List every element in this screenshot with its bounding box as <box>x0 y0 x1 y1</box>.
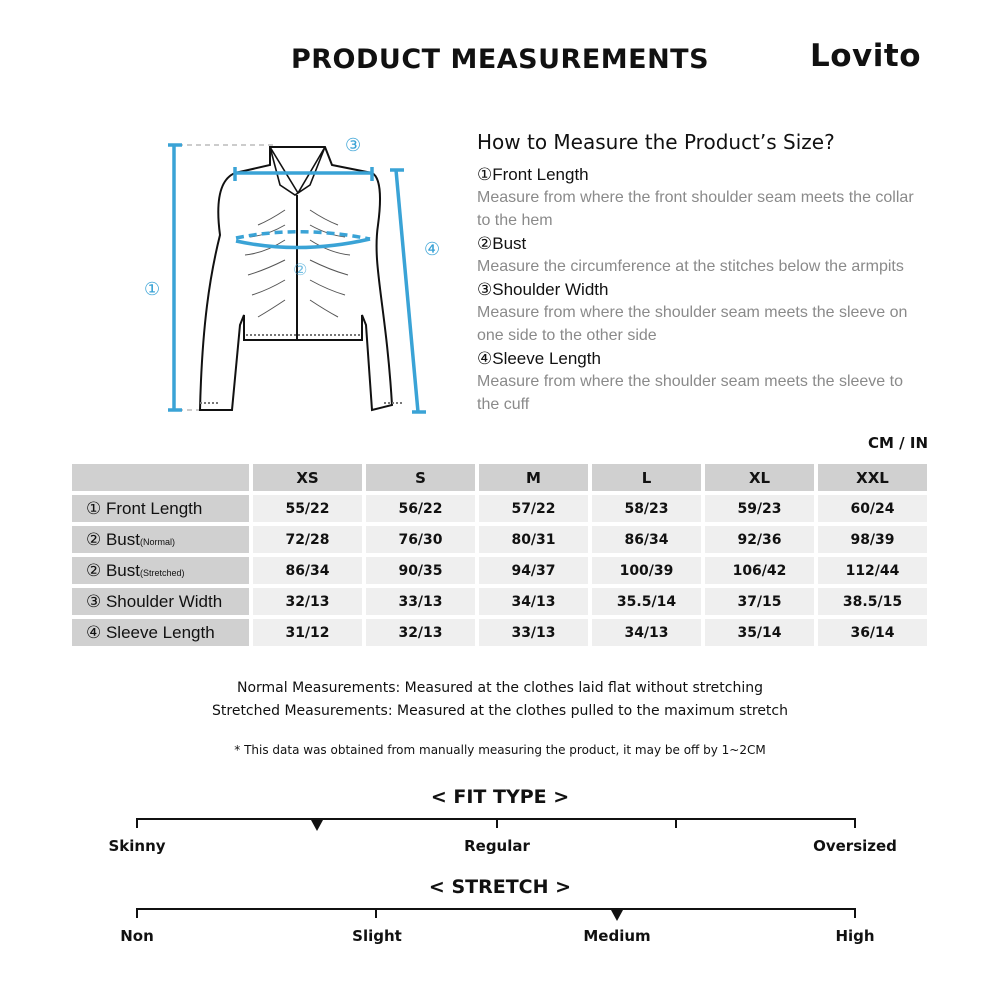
table-cell: 72/28 <box>253 526 362 553</box>
table-row <box>72 495 927 522</box>
fit-type-tick <box>854 818 856 828</box>
table-row <box>72 588 927 615</box>
table-cell: 57/22 <box>479 495 588 522</box>
stretch-label-high: High <box>835 927 875 945</box>
stretch-label-slight: Slight <box>352 927 402 945</box>
table-corner <box>72 464 249 491</box>
row-label: ② Bust(Normal) <box>72 526 249 553</box>
disclaimer-note: * This data was obtained from manually measuring the product, it may be off by 1~2CM <box>234 743 766 757</box>
table-cell: 112/44 <box>818 557 927 584</box>
table-cell: 32/13 <box>253 588 362 615</box>
guide-item-head: ③Shoulder Width <box>477 280 609 299</box>
size-header-row <box>72 464 927 491</box>
svg-text:④: ④ <box>424 239 441 260</box>
stretch-label-medium: Medium <box>583 927 651 945</box>
table-cell: 92/36 <box>705 526 814 553</box>
size-header: L <box>592 464 701 491</box>
fit-type-marker-icon <box>311 820 323 831</box>
table-cell: 35.5/14 <box>592 588 701 615</box>
guide-item-shoulder-width <box>477 278 917 347</box>
table-row <box>72 526 927 553</box>
fit-label-regular: Regular <box>464 837 530 855</box>
size-table <box>68 460 931 650</box>
table-cell: 59/23 <box>705 495 814 522</box>
table-cell: 31/12 <box>253 619 362 646</box>
row-label: ② Bust(Stretched) <box>72 557 249 584</box>
row-label: ① Front Length <box>72 495 249 522</box>
guide-item-head: ①Front Length <box>477 165 589 184</box>
table-cell: 33/13 <box>479 619 588 646</box>
stretch-marker-icon <box>611 910 623 921</box>
guide-item-head: ④Sleeve Length <box>477 349 601 368</box>
table-cell: 86/34 <box>592 526 701 553</box>
guide-item-desc: Measure the circumference at the stitches below the armpits <box>477 258 904 275</box>
stretch-tick <box>375 908 377 918</box>
measure-guide-title: How to Measure the Product’s Size? <box>477 130 835 154</box>
guide-item-front-length <box>477 163 917 232</box>
table-row <box>72 619 927 646</box>
row-label: ③ Shoulder Width <box>72 588 249 615</box>
table-cell: 34/13 <box>479 588 588 615</box>
stretch-tick <box>136 908 138 918</box>
table-cell: 37/15 <box>705 588 814 615</box>
unit-label: CM / IN <box>868 434 928 452</box>
stretch-label-non: Non <box>120 927 154 945</box>
table-cell: 90/35 <box>366 557 475 584</box>
stretch-axis <box>136 908 856 910</box>
table-cell: 55/22 <box>253 495 362 522</box>
brand-logo: Lovito <box>810 38 922 74</box>
table-cell: 58/23 <box>592 495 701 522</box>
table-cell: 33/13 <box>366 588 475 615</box>
table-cell: 36/14 <box>818 619 927 646</box>
table-cell: 38.5/15 <box>818 588 927 615</box>
size-header: S <box>366 464 475 491</box>
table-cell: 94/37 <box>479 557 588 584</box>
guide-item-sleeve-length <box>477 347 917 416</box>
table-cell: 76/30 <box>366 526 475 553</box>
guide-item-desc: Measure from where the shoulder seam meets the sleeve on one side to the other side <box>477 304 908 344</box>
svg-text:②: ② <box>293 260 308 279</box>
table-cell: 35/14 <box>705 619 814 646</box>
size-header: XS <box>253 464 362 491</box>
size-header: M <box>479 464 588 491</box>
row-label: ④ Sleeve Length <box>72 619 249 646</box>
garment-diagram <box>140 125 460 425</box>
stretch-tick <box>854 908 856 918</box>
table-cell: 60/24 <box>818 495 927 522</box>
table-cell: 32/13 <box>366 619 475 646</box>
guide-item-desc: Measure from where the shoulder seam meets the sleeve to the cuff <box>477 373 903 413</box>
jacket-sketch-icon <box>140 125 460 425</box>
table-cell: 86/34 <box>253 557 362 584</box>
fit-type-tick <box>675 818 677 828</box>
stretch-title: < STRETCH > <box>428 876 572 898</box>
size-header: XL <box>705 464 814 491</box>
fit-type-title: < FIT TYPE > <box>430 786 570 808</box>
fit-type-tick <box>496 818 498 828</box>
fit-label-skinny: Skinny <box>108 837 166 855</box>
fit-type-tick <box>136 818 138 828</box>
page-title: PRODUCT MEASUREMENTS <box>290 44 710 75</box>
size-header: XXL <box>818 464 927 491</box>
table-row <box>72 557 927 584</box>
table-cell: 106/42 <box>705 557 814 584</box>
table-cell: 34/13 <box>592 619 701 646</box>
guide-item-desc: Measure from where the front shoulder seam meets the collar to the hem <box>477 189 914 229</box>
guide-item-bust <box>477 232 917 278</box>
table-cell: 98/39 <box>818 526 927 553</box>
guide-item-head: ②Bust <box>477 234 527 253</box>
stretched-measurement-note: Stretched Measurements: Measured at the clothes pulled to the maximum stretch <box>212 703 788 719</box>
normal-measurement-note: Normal Measurements: Measured at the clothes laid flat without stretching <box>237 680 763 696</box>
svg-text:③: ③ <box>345 135 362 156</box>
measure-guide <box>477 163 917 416</box>
fit-label-oversized: Oversized <box>813 837 897 855</box>
table-cell: 56/22 <box>366 495 475 522</box>
svg-text:①: ① <box>144 279 161 300</box>
table-cell: 100/39 <box>592 557 701 584</box>
table-cell: 80/31 <box>479 526 588 553</box>
